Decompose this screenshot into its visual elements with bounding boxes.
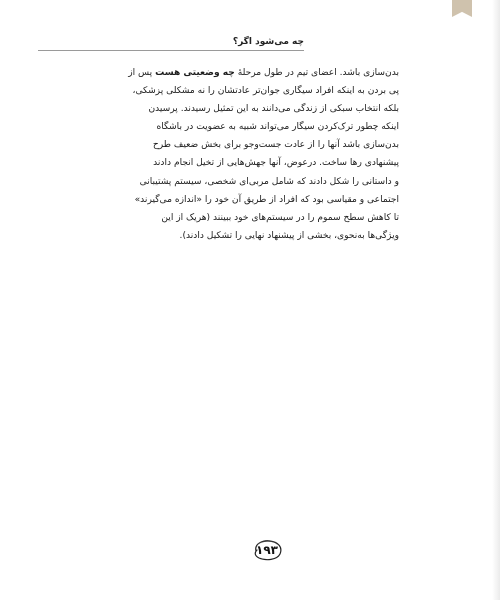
chapter-title: چه می‌شود اگر؟ xyxy=(232,37,304,47)
text-run: پس از xyxy=(128,68,156,78)
bookmark-ribbon xyxy=(452,0,472,17)
text-line: بلکه انتخاب سبکی از زندگی می‌دانند به این تمثیل رسیدند. پرسیدن xyxy=(148,104,399,115)
text-line: ویژگی‌ها به‌نحوی، بخشی از پیشنهاد نهایی را تشکیل دادند). xyxy=(179,230,399,241)
page-number-badge xyxy=(250,538,284,562)
page-number: ۱۹۳ xyxy=(256,543,278,557)
text-line xyxy=(109,64,399,82)
text-run: بدن‌سازی باشد. اعضای تیم در طول مرحلۀ xyxy=(234,68,399,78)
body-paragraph xyxy=(109,64,399,245)
text-line: بدن‌سازی باشد آنها را از عادت جست‌وجو برای بخش ضعیف طرح xyxy=(152,140,399,151)
text-line: اجتماعی و مقیاسی بود که افراد از طریق آن خود را «اندازه می‌گیرند» xyxy=(134,194,399,205)
text-line: و داستانی را شکل دادند که شامل مربی‌ای شخصی، سیستم پشتیبانی xyxy=(139,176,399,187)
text-line: اینکه چطور ترک‌کردن سیگار می‌تواند شبیه به عضویت در باشگاه xyxy=(156,122,399,133)
text-line: پیشنهادی رها ساخت. درعوض، آنها جهش‌هایی از تخیل انجام دادند xyxy=(153,158,399,169)
header-rule xyxy=(38,50,304,51)
page-edge-shadow xyxy=(492,0,500,600)
text-line: پی بردن به اینکه افراد سیگاری جوان‌تر عادتشان را نه مشکلی پزشکی، xyxy=(132,86,399,97)
text-line: تا کاهش سطح سموم را در سیستم‌های خود ببینند (هریک از این xyxy=(161,212,399,223)
emphasized-phrase: چه وضعیتی هست xyxy=(155,68,235,78)
running-header xyxy=(38,36,304,54)
